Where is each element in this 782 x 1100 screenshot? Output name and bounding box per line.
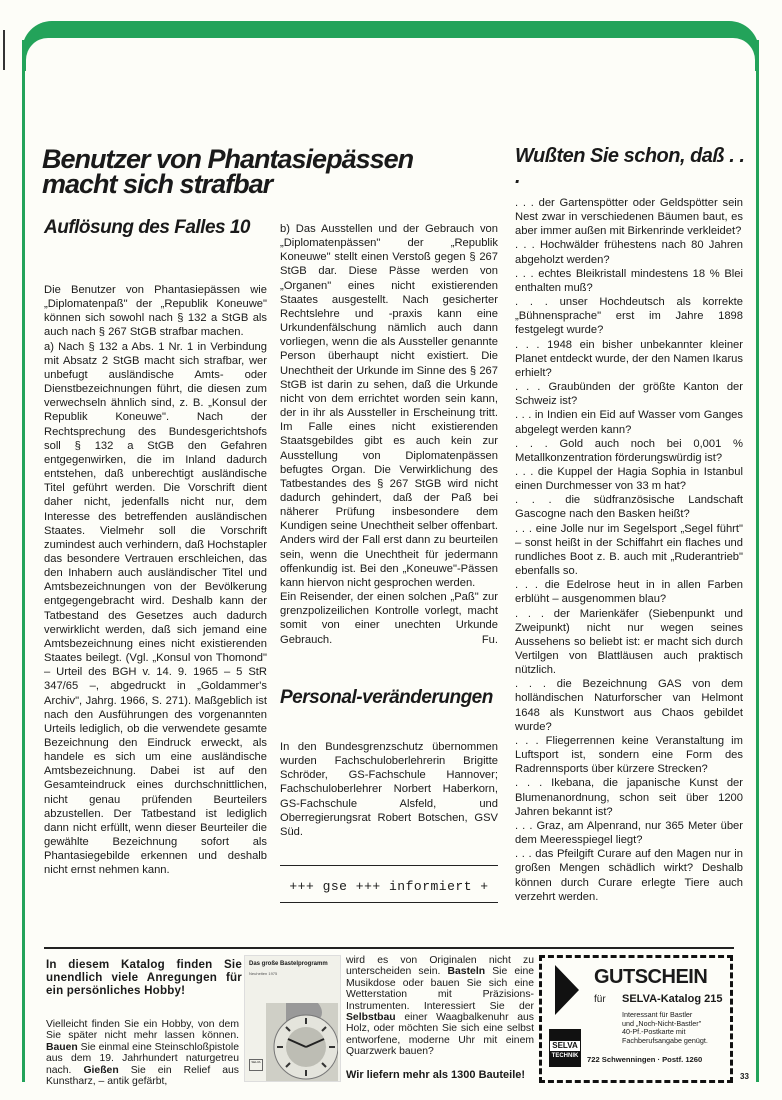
selva-technik-logo — [549, 1029, 581, 1067]
article-title: Benutzer von Phantasiepässen macht sich strafbar — [42, 144, 414, 199]
green-frame-right — [756, 40, 759, 1082]
gse-ticker: +++ gse +++ informiert + — [289, 879, 489, 894]
personnel-title: Personal-veränderungen — [280, 687, 493, 708]
fact-item: . . . Fliegerrennen keine Veranstaltung im Luftsport ist, sondern eine Form des Radrennsports über kürzere Strecken? — [515, 734, 743, 776]
article-column-middle — [280, 222, 498, 647]
advert-emphasis: Gießen — [83, 1064, 119, 1076]
advert-headline: In diesem Katalog finden Sie unendlich viele Anregungen für ein persönliches Hobby! — [46, 958, 242, 997]
catalog-cover-subtitle: Neuheiten 1975 — [249, 971, 278, 976]
coupon-for-label: für — [594, 994, 606, 1005]
fact-item: . . . in Indien ein Eid auf Wasser vom Ganges abgelegt werden kann? — [515, 409, 743, 436]
header-band-inner — [26, 38, 755, 98]
advert-body-left — [46, 1019, 239, 1087]
fact-item: . . . Hochwälder frühestens nach 80 Jahren abgeholzt werden? — [515, 239, 743, 266]
coupon-info-line: Fachberufsangabe genügt. — [622, 1035, 708, 1045]
page-edge-mark — [3, 30, 5, 70]
facts-list — [515, 196, 743, 904]
green-frame-left — [22, 40, 25, 1082]
article-column-left — [44, 283, 267, 878]
advert-call-to-action: Wir liefern mehr als 1300 Bauteile! — [346, 1069, 526, 1081]
fact-item: . . . Graz, am Alpenrand, nur 365 Meter über dem Meeresspiegel liegt? — [515, 819, 743, 847]
fact-item: . . . Gold auch noch bei 0,001 % Metallkonzentration förderungswürdig ist? — [515, 437, 743, 464]
article-paragraph: Die Benutzer von Phantasiepässen wie „Diplomatenpaß" der „Republik Koneuwe" können sich sowohl nach § 132 a StGB als auch nach § 267 StGB strafbar machen. — [44, 284, 267, 339]
advert-text: wird es von Originalen nicht zu unterscheiden sein. — [346, 955, 534, 978]
fact-item: . . . die Bezeichnung GAS von dem holländischen Naturforscher van Helmont 1648 als Kunstwort aus Chaos gebildet wurde? — [515, 678, 743, 733]
fact-item: . . . echtes Bleikristall mindestens 18 % Blei enthalten muß? — [515, 267, 743, 294]
advert-emphasis: Bauen — [46, 1041, 78, 1053]
advert-rule — [44, 947, 734, 949]
advert-emphasis: Basteln — [447, 966, 486, 978]
personnel-section — [280, 740, 498, 839]
fact-item: . . . 1948 ein bisher unbekannter kleiner Planet entdeckt wurde, der den Namen Ikarus erhielt? — [515, 338, 743, 379]
advert-text: Sie eine Musikdose oder bauen Sie sich eine Wetterstation mit Präzisions-Instrumenten. Interessiert Sie der — [346, 966, 535, 1012]
article-paragraph: a) Nach § 132 a Abs. 1 Nr. 1 in Verbindung mit Absatz 2 StGB macht sich strafbar, wer unbefugt ausländische Amts- oder Dienstbezeichnungen führt, die diesen zum verwechseln ähnlich sind, z. B. „Konsul der Republik Koneuwe". Nach der Rechtsprechung des Bundesgerichtshofs soll § 132 a StGB den Gefahren entgegenwirken, die im Inland dadurch entstehen, daß unberechtigt ausländische Titel geführt werden. Die Vorschrift dient daher nicht, jedenfalls nicht nur, dem Interesse des betreffenden ausländischen Staates. Vielmehr soll die Vorschrift zumindest auch verhindern, daß Hochstapler das besondere Vertrauen erschleichen, das den Inhabern auch ausländischer Titel und Amtsbezeichnungen von der Bevölkerung entgegengebracht wird. Deshalb kann der Tatbestand des Gesetzes auch dadurch verwirklicht werden, daß sich jemand eine Amtsbezeichnung eines nicht existierenden Staates beilegt. (Vgl. „Konsul von Thomond" – Urteil des BGH v. 14. 9. 1965 – 5 StR 347/65 –, abgedruckt in „Goldammer's Archiv", Jahrg. 1966, S. 271). Maßgeblich ist nach den Ausführungen des vorgenannten Urteils lediglich, ob die verwendete gesamte Bezeichnung den Eindruck erweckt, als handele es sich um eine ausländische Amtsbezeichnung. Dabei ist auf den Gesamteindruck eines durchschnittlichen, nicht genau prüfenden Beurteilers abzustellen. Der Tatbestand ist lediglich dann nicht erfüllt, wenn dieser Beurteiler die gewählte Bezeichnung sofort als Phantasiegebilde erkennen und deshalb nicht ernst nehmen kann. — [44, 340, 267, 877]
coupon-info-line: 40-Pf.-Postkarte mit — [622, 1027, 686, 1037]
fact-item: . . . die Kuppel der Hagia Sophia in Istanbul einen Durchmesser von 33 m hat? — [515, 465, 743, 493]
fact-item: . . . Ikebana, die japanische Kunst der Blumenanordnung, schon seit über 1200 Jahren bekannt ist? — [515, 777, 743, 818]
coupon-title: GUTSCHEIN — [594, 966, 708, 988]
coupon-info-line: und „Noch-Nicht-Bastler" — [622, 1018, 702, 1028]
fact-item: . . . Graubünden der größte Kanton der Schweiz ist? — [515, 381, 743, 408]
catalog-cover-image — [244, 955, 341, 1082]
fact-item: . . . unser Hochdeutsch als korrekte „Bühnensprache" erst im Jahre 1898 festgelegt wurde? — [515, 296, 743, 337]
personnel-text: In den Bundesgrenzschutz übernommen wurden Fachschuloberlehrerin Brigitte Schröder, GS-Fachschule Hannover; Fachschuloberlehrer Norbert Haberkorn, GS-Fachschule Alsfeld, und Oberregierungsrat Robert Botschen, GSV Süd. — [280, 741, 498, 838]
advert-text: Sie ein Relief aus Kunstharz, – antik gefärbt, — [46, 1064, 239, 1088]
fact-item: . . . eine Jolle nur im Segelsport „Segel führt" – sonst heißt in der Schiffahrt ein flaches und rundliches Boot z. B. auch mit „Ruderantrieb" ebenfalls so. — [515, 522, 743, 578]
play-arrow-icon — [555, 965, 579, 1015]
catalog-logo: SELVA — [249, 1059, 263, 1071]
advert-text: Vielleicht finden Sie ein Hobby, von dem Sie später nicht mehr lassen können. — [46, 1019, 239, 1042]
logo-text-bottom: TECHNIK — [551, 1053, 579, 1059]
coupon-box[interactable] — [539, 955, 733, 1083]
coupon-address: 722 Schwenningen · Postf. 1260 — [587, 1055, 703, 1064]
article-paragraph: Ein Reisender, der einen solchen „Paß" zur grenzpolizeilichen Kontrolle vorlegt, macht somit von einer unechten Urkunde Gebrauch. — [280, 591, 498, 646]
advert-text: Sie einmal eine Steinschloßpistole aus dem 19. Jahrhundert naturgetreu nach. — [46, 1041, 239, 1076]
article-subtitle: Auflösung des Falles 10 — [44, 217, 250, 238]
author-initials: Fu. — [481, 633, 498, 646]
coupon-info — [622, 1011, 708, 1045]
page-number: 33 — [740, 1072, 749, 1081]
catalog-cover-title: Das große Bastelprogramm — [249, 961, 328, 967]
fact-item: . . . das Pfeilgift Curare auf den Magen nur in großen Mengen schädlich wirkt? Deshalb können durch Curare erlegte Tiere auch verzehrt werden. — [515, 848, 743, 903]
logo-text-top: SELVA — [550, 1041, 580, 1051]
advert-text: einer Waagbalkenuhr aus Holz, oder möchten Sie sich eine selbst entworfene, moderne Uhr mit einem Quarzwerk bauen? — [346, 1012, 534, 1058]
facts-title: Wußten Sie schon, daß . . . — [515, 145, 745, 188]
ticker-rule-top — [280, 865, 498, 866]
fact-item: . . . der Marienkäfer (Siebenpunkt und Zweipunkt) nicht nur wegen seines Aussehens so beliebt ist: er macht sich durch Vertilgen von Blattläusen auch praktisch nützlich. — [515, 607, 743, 677]
article-paragraph: b) Das Ausstellen und der Gebrauch von „Diplomatenpässen" der „Republik Koneuwe" stellt einen Verstoß gegen § 267 StGB dar. Diese Pässe werden von „Organen" eines nicht existierenden Staates ausgestellt. Nach gesicherter Rechtslehre und -praxis kann eine Urkundenfälschung nämlich auch dann vorliegen, wenn die als Aussteller genannte Person überhaupt nicht existiert. Die Unechtheit der Urkunde im Sinne des § 267 StGB ist darin zu sehen, daß die Urkunde nicht von dem errichtet worden sein kann, der in ihr als Aussteller in Erscheinung tritt. Im Falle eines nicht existierenden Staatsgebildes gibt es auch kein zur Ausstellung von Diplomatenpässen befugtes Organ. Die Verwirklichung des Tatbestandes des § 267 StGB wird nicht dadurch gehindert, daß der Paß bei näherer Prüfung insbesondere dem Kundigen seine Unechtheit selber offenbart. Anders wird der Fall erst dann zu beurteilen sein, wenn die Unechtheit für jedermann offenkundig ist. Bei den „Koneuwe"-Pässen kann hiervon nicht gesprochen werden. — [280, 223, 498, 589]
clock-face-icon — [266, 1003, 338, 1081]
fact-item: . . . die südfranzösische Landschaft Gascogne nach den Basken heißt? — [515, 494, 743, 521]
advert-body-right — [346, 955, 534, 1058]
ticker-rule-bottom — [280, 902, 498, 903]
fact-item: . . . der Gartenspötter oder Geldspötter sein Nest zwar in verschiedenen Bäumen baut, es aber immer außen mit Birkenrinde verkleidet? — [515, 197, 743, 238]
coupon-info-line: Interessant für Bastler — [622, 1010, 693, 1019]
advert-emphasis: Selbstbau — [346, 1012, 396, 1024]
coupon-catalog-name: SELVA-Katalog 215 — [622, 993, 723, 1005]
fact-item: . . . die Edelrose heut in in allen Farben erblüht – ausgenommen blau? — [515, 579, 743, 606]
